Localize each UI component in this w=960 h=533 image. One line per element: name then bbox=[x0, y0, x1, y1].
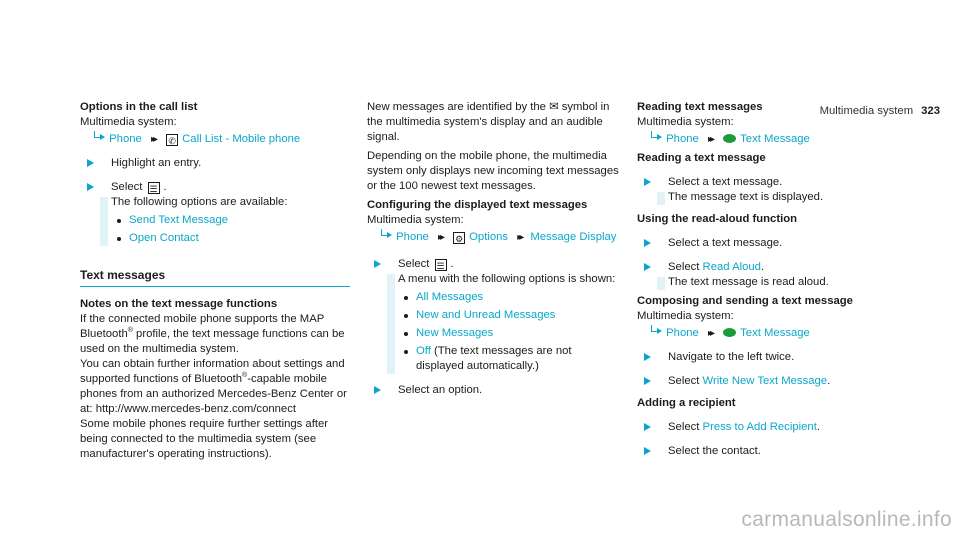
path-phone[interactable]: Phone bbox=[666, 133, 699, 145]
notes-heading: Notes on the text message functions bbox=[80, 298, 278, 310]
step-select-menu: Select ☰ . A menu with the following options is shown: All Messages New and Unread Messages New Messages Off (The text messages are not displayed automatically.) bbox=[367, 257, 622, 374]
subheading-reading: Reading a text message bbox=[637, 152, 766, 164]
double-chevron-icon: ▸▸ bbox=[707, 328, 712, 339]
step-read-aloud: Select Read Aloud. The text message is read aloud. bbox=[637, 260, 887, 290]
path-arrow-icon bbox=[92, 131, 106, 143]
step-triangle-icon bbox=[644, 447, 651, 455]
path-options[interactable]: Options bbox=[469, 231, 509, 243]
subheading-adding-recipient: Adding a recipient bbox=[637, 397, 736, 409]
step-triangle-icon bbox=[644, 178, 651, 186]
step-highlight: Highlight an entry. bbox=[80, 156, 350, 171]
double-chevron-icon: ▸▸ bbox=[517, 232, 522, 243]
message-bubble-icon bbox=[723, 328, 736, 337]
path-phone[interactable]: Phone bbox=[396, 231, 429, 243]
mm-label: Multimedia system: bbox=[637, 310, 734, 322]
option-new-messages[interactable]: New Messages bbox=[398, 326, 622, 341]
new-messages-paragraph: New messages are identified by the ✉ symbol in the multimedia system's display and an audible signal. bbox=[367, 101, 610, 143]
path-call-list[interactable]: Call List - Mobile phone bbox=[182, 133, 301, 145]
menu-icon: ☰ bbox=[149, 184, 158, 194]
option-new-unread[interactable]: New and Unread Messages bbox=[398, 308, 622, 323]
menu-path bbox=[637, 325, 887, 341]
link-add-recipient[interactable]: Press to Add Recipient bbox=[702, 421, 817, 433]
heading-reading: Reading text messages bbox=[637, 101, 763, 113]
mm-label: Multimedia system: bbox=[367, 214, 464, 226]
menu-path bbox=[80, 131, 350, 147]
step-triangle-icon bbox=[87, 159, 94, 167]
step-navigate-left: Navigate to the left twice. bbox=[637, 350, 887, 365]
step-select-message-2: Select a text message. bbox=[637, 236, 887, 251]
mm-label: Multimedia system: bbox=[80, 116, 177, 128]
path-message-display[interactable]: Message Display bbox=[530, 231, 617, 243]
link-write-new[interactable]: Write New Text Message bbox=[702, 375, 828, 387]
step-add-recipient: Select Press to Add Recipient. bbox=[637, 420, 887, 435]
step-triangle-icon bbox=[644, 423, 651, 431]
option-send-text[interactable]: Send Text Message bbox=[111, 213, 350, 228]
link-read-aloud[interactable]: Read Aloud bbox=[702, 261, 761, 273]
message-bubble-icon bbox=[723, 134, 736, 143]
mm-label: Multimedia system: bbox=[637, 116, 734, 128]
subheading-read-aloud: Using the read-aloud function bbox=[637, 213, 798, 225]
double-chevron-icon: ▸▸ bbox=[437, 232, 442, 243]
option-off: Off (The text messages are not displayed automatically.) bbox=[398, 344, 622, 374]
notes-paragraph-2: You can obtain further information about settings and supported functions of Bluetooth®-capable mobile phones from an authorized Mercedes-Benz Center or at: http://www.mercedes-benz.com/connect bbox=[80, 358, 347, 415]
step-select-message: Select a text message. The message text is displayed. bbox=[637, 175, 887, 205]
heading-call-list-options: Options in the call list bbox=[80, 101, 198, 113]
step-triangle-icon bbox=[374, 386, 381, 394]
menu-path bbox=[637, 131, 887, 147]
step-triangle-icon bbox=[644, 263, 651, 271]
step-triangle-icon bbox=[644, 239, 651, 247]
path-text-message[interactable]: Text Message bbox=[740, 133, 810, 145]
envelope-icon: ✉ bbox=[549, 101, 559, 113]
depending-paragraph: Depending on the mobile phone, the multimedia system only displays new incoming text messages or the 100 newest text messages. bbox=[367, 150, 619, 192]
section-name: Multimedia system bbox=[819, 105, 914, 117]
step-write-new: Select Write New Text Message. bbox=[637, 374, 887, 389]
note-bar bbox=[657, 277, 665, 290]
path-arrow-icon bbox=[649, 325, 663, 337]
heading-configuring: Configuring the displayed text messages bbox=[367, 199, 588, 211]
note-bar bbox=[387, 274, 395, 374]
phone-handset-icon: ✆ bbox=[166, 134, 178, 146]
section-heading-text-messages: Text messages bbox=[80, 268, 350, 287]
watermark: carmanualsonline.info bbox=[741, 508, 952, 531]
path-phone[interactable]: Phone bbox=[666, 327, 699, 339]
notes-paragraph-1: If the connected mobile phone supports the MAP Bluetooth® profile, the text message functions can be used on the multimedia system. bbox=[80, 313, 345, 355]
column-3 bbox=[637, 100, 887, 459]
note-bar bbox=[100, 197, 108, 246]
double-chevron-icon: ▸▸ bbox=[150, 134, 155, 145]
notes-paragraph-3: Some mobile phones require further settings after being connected to the multimedia system (see manufacturer's operating instructions). bbox=[80, 418, 329, 460]
step-select-contact: Select the contact. bbox=[637, 444, 887, 459]
step-triangle-icon bbox=[644, 377, 651, 385]
step-triangle-icon bbox=[644, 353, 651, 361]
column-1 bbox=[80, 100, 350, 462]
option-all-messages[interactable]: All Messages bbox=[398, 290, 622, 305]
column-2 bbox=[367, 100, 622, 398]
step-select-options: Select ☰ . The following options are available: Send Text Message Open Contact bbox=[80, 180, 350, 246]
step-triangle-icon bbox=[87, 183, 94, 191]
heading-composing: Composing and sending a text message bbox=[637, 295, 853, 307]
menu-path bbox=[367, 229, 622, 245]
note-bar bbox=[657, 192, 665, 205]
path-phone[interactable]: Phone bbox=[109, 133, 142, 145]
gear-icon: ⚙ bbox=[455, 234, 464, 244]
path-arrow-icon bbox=[379, 229, 393, 241]
menu-icon: ☰ bbox=[436, 261, 445, 271]
double-chevron-icon: ▸▸ bbox=[707, 134, 712, 145]
path-arrow-icon bbox=[649, 131, 663, 143]
path-text-message[interactable]: Text Message bbox=[740, 327, 810, 339]
option-open-contact[interactable]: Open Contact bbox=[111, 231, 350, 246]
page-number: 323 bbox=[921, 105, 940, 117]
step-triangle-icon bbox=[374, 260, 381, 268]
step-select-option: Select an option. bbox=[367, 383, 622, 398]
